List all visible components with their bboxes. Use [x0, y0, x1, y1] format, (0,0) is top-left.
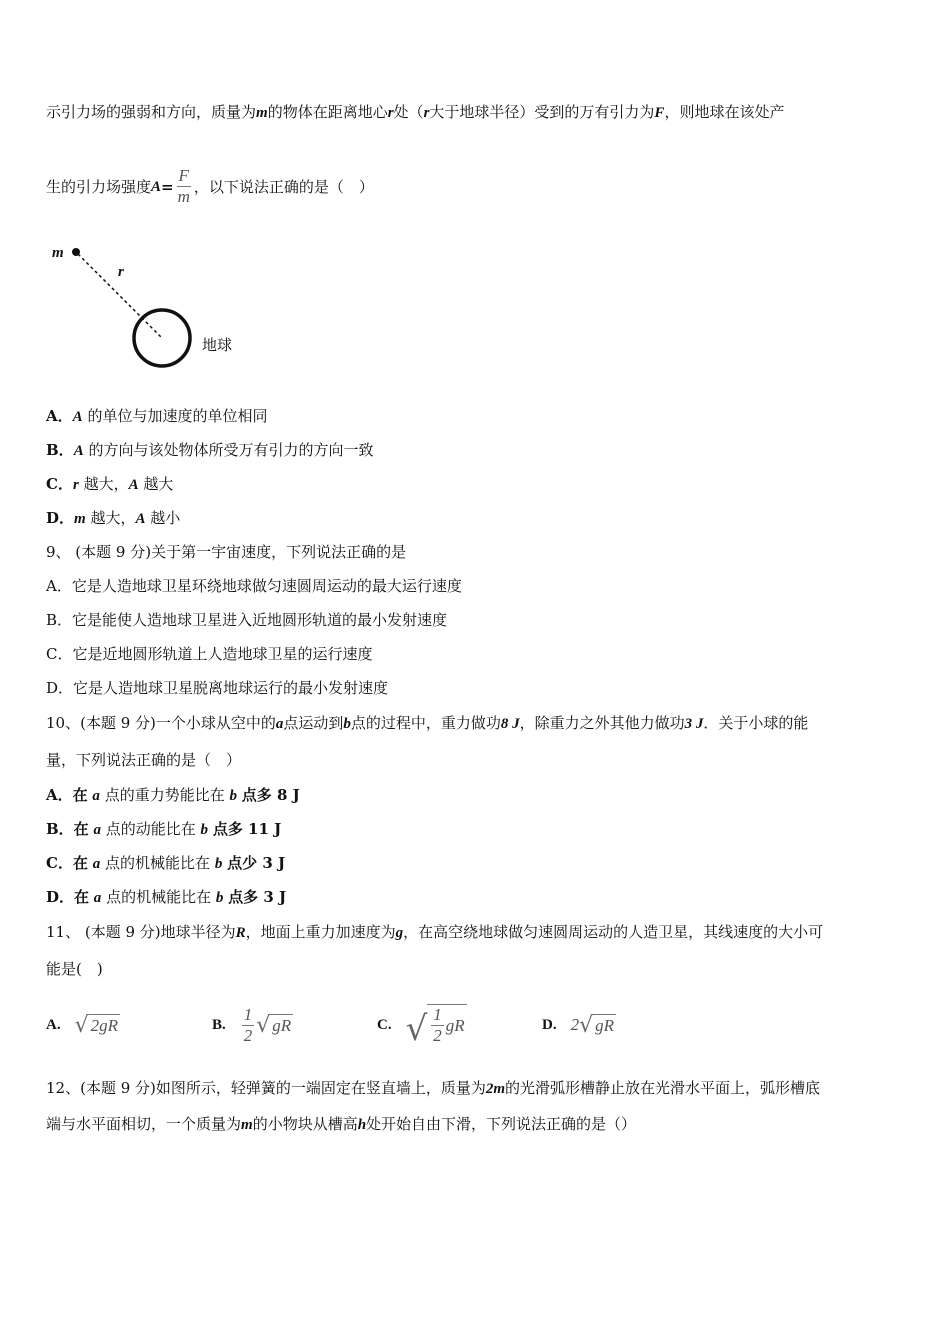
intro-line-1: [46, 102, 784, 123]
q9-option-a: [46, 576, 462, 596]
text: 10、(本题 9 分)一个小球从空中的: [46, 714, 276, 732]
q8-option-c: [46, 474, 173, 495]
var-g: g: [395, 925, 404, 941]
var-A: A: [72, 409, 83, 425]
option-label: D．: [46, 509, 75, 527]
text: 端与水平面相切，一个质量为: [46, 1115, 242, 1133]
var-A: A: [73, 443, 84, 459]
q9-stem: [46, 542, 406, 562]
text: 处（: [393, 103, 424, 121]
text: ，地面上重力加速度为: [245, 923, 396, 941]
text: 11、 (本题 9 分)地球半径为: [46, 923, 236, 941]
option-label: C．: [46, 475, 73, 493]
q11-option-a: [46, 1000, 120, 1050]
q11-stem-line-2: [46, 959, 103, 979]
q10-option-c: [46, 853, 285, 874]
intro-line-2: [46, 166, 374, 207]
var-a: a: [92, 788, 100, 804]
option-label: D．在: [46, 888, 90, 906]
q8-option-d: [46, 508, 180, 529]
option-text: 越大: [143, 475, 174, 493]
var-b: b: [215, 890, 224, 906]
fraction-one-half: [242, 1005, 255, 1046]
earth-figure: [46, 240, 256, 380]
var-b: b: [200, 822, 209, 838]
q11-stem-line-1: [46, 922, 823, 943]
numerator: 1: [243, 1004, 253, 1024]
var-r: r: [387, 105, 394, 121]
equals: =: [161, 177, 174, 196]
option-text: 点多 3 J: [228, 888, 287, 906]
option-label: B．: [46, 441, 74, 459]
text: ，以下说法正确的是（ ）: [193, 177, 374, 196]
var-a: a: [93, 822, 101, 838]
var-A: A: [151, 178, 162, 195]
text: ，在高空绕地球做匀速圆周运动的人造卫星，其线速度的大小可: [403, 923, 824, 941]
option-label: C.: [377, 1016, 392, 1033]
var-r: r: [423, 105, 430, 121]
var-r: r: [72, 477, 79, 493]
option-text: 的单位与加速度的单位相同: [87, 407, 268, 425]
q9-option-b: [46, 610, 447, 630]
option-text: 的方向与该处物体所受万有引力的方向一致: [88, 441, 374, 459]
var-a: a: [275, 716, 284, 732]
option-text: 点少 3 J: [227, 854, 286, 872]
q11-option-d: [542, 1000, 616, 1050]
radicand: gR: [595, 1015, 615, 1035]
text: 处开始自由下滑，下列说法正确的是（）: [366, 1115, 637, 1133]
option-text: 点的机械能比在: [106, 888, 212, 906]
option-label: A．在: [46, 786, 88, 804]
text: 能是( ): [46, 960, 103, 978]
option-text: 点多 11 J: [212, 820, 282, 838]
option-text: C．它是近地圆形轨道上人造地球卫星的运行速度: [46, 645, 373, 663]
var-R: R: [235, 925, 246, 941]
radicand-tail: gR: [445, 1015, 465, 1035]
q9-option-d: [46, 678, 388, 698]
q10-option-a: [46, 785, 300, 806]
coefficient: 2: [570, 1015, 580, 1034]
option-label: B．在: [46, 820, 89, 838]
sqrt-sign-icon: √: [256, 1012, 271, 1038]
denominator: m: [177, 187, 190, 206]
q11-option-b: [212, 1000, 293, 1050]
work-value: 8 J: [500, 716, 520, 732]
numerator: 1: [433, 1005, 442, 1024]
text: ．关于小球的能: [703, 714, 809, 732]
option-label: B.: [212, 1016, 226, 1033]
label-m: m: [52, 245, 64, 261]
denominator: 2: [243, 1025, 253, 1045]
var-m: m: [241, 1117, 253, 1133]
option-text: A．它是人造地球卫星环绕地球做匀速圆周运动的最大运行速度: [46, 577, 462, 595]
text: 生的引力场强度: [46, 177, 152, 196]
q10-stem-line-1: [46, 713, 808, 734]
radicand: 2gR: [90, 1015, 119, 1035]
option-text: 越大，: [83, 475, 129, 493]
fraction-F-over-m: [176, 166, 192, 207]
question-text: 9、 (本题 9 分)关于第一宇宙速度，下列说法正确的是: [46, 543, 407, 561]
option-label: D.: [542, 1016, 557, 1033]
var-2m: 2m: [485, 1081, 506, 1097]
var-b: b: [214, 856, 223, 872]
text: 的物体在距离地心: [267, 103, 388, 121]
option-text: 点多 8 J: [241, 786, 300, 804]
var-b: b: [229, 788, 237, 804]
q12-stem-line-1: [46, 1078, 820, 1099]
option-label: A．: [46, 407, 73, 425]
var-F: F: [654, 105, 665, 121]
q10-option-d: [46, 887, 286, 908]
var-A: A: [128, 477, 139, 493]
label-earth: 地球: [202, 336, 233, 354]
option-label: A.: [46, 1016, 61, 1033]
text: ，则地球在该处产: [664, 103, 785, 121]
earth-diagram: [46, 240, 256, 380]
denominator: 2: [433, 1026, 442, 1045]
label-r: r: [118, 264, 124, 280]
text: 的光滑弧形槽静止放在光滑水平面上，弧形槽底: [505, 1079, 821, 1097]
option-text: 点的动能比在: [105, 820, 196, 838]
fraction-one-half: [431, 1005, 444, 1046]
sqrt-sign-icon: √: [74, 1012, 89, 1038]
var-a: a: [92, 856, 101, 872]
text: 点的过程中，重力做功: [350, 714, 501, 732]
text: 量，下列说法正确的是（ ）: [46, 751, 242, 769]
sqrt-expression: [405, 1004, 467, 1049]
var-h: h: [357, 1117, 367, 1133]
var-m: m: [256, 105, 268, 121]
option-label: C．在: [46, 854, 88, 872]
radicand: [427, 1004, 466, 1046]
var-A: A: [135, 511, 146, 527]
option-text: 越大，: [90, 509, 136, 527]
var-a: a: [93, 890, 102, 906]
sqrt-expression: [256, 1014, 293, 1037]
sqrt-expression: [75, 1014, 120, 1037]
option-text: 点的重力势能比在: [104, 786, 225, 804]
var-b: b: [343, 716, 351, 732]
sqrt-sign-icon: √: [579, 1012, 594, 1038]
option-text: B．它是能使人造地球卫星进入近地圆形轨道的最小发射速度: [46, 611, 448, 629]
q8-option-b: [46, 440, 374, 461]
q10-option-b: [46, 819, 281, 840]
text: 大于地球半径）受到的万有引力为: [429, 103, 655, 121]
work-value: 3 J: [684, 716, 704, 732]
text: ，除重力之外其他力做功: [519, 714, 685, 732]
var-m: m: [74, 511, 86, 527]
sqrt-sign-icon: √: [405, 1009, 428, 1049]
text: 点运动到: [283, 714, 344, 732]
q8-option-a: [46, 406, 267, 427]
text: 的小物块从槽高: [252, 1115, 358, 1133]
text: 12、(本题 9 分)如图所示，轻弹簧的一端固定在竖直墙上，质量为: [46, 1079, 486, 1097]
q12-stem-line-2: [46, 1114, 636, 1135]
option-text: 点的机械能比在: [105, 854, 211, 872]
radicand: gR: [272, 1015, 292, 1035]
numerator: F: [178, 166, 189, 185]
q10-stem-line-2: [46, 750, 241, 770]
q11-option-c: [377, 1000, 467, 1050]
sqrt-expression: [579, 1014, 616, 1037]
option-text: D．它是人造地球卫星脱离地球运行的最小发射速度: [46, 679, 389, 697]
option-text: 越小: [150, 509, 181, 527]
q9-option-c: [46, 644, 372, 664]
text: 示引力场的强弱和方向，质量为: [46, 103, 257, 121]
